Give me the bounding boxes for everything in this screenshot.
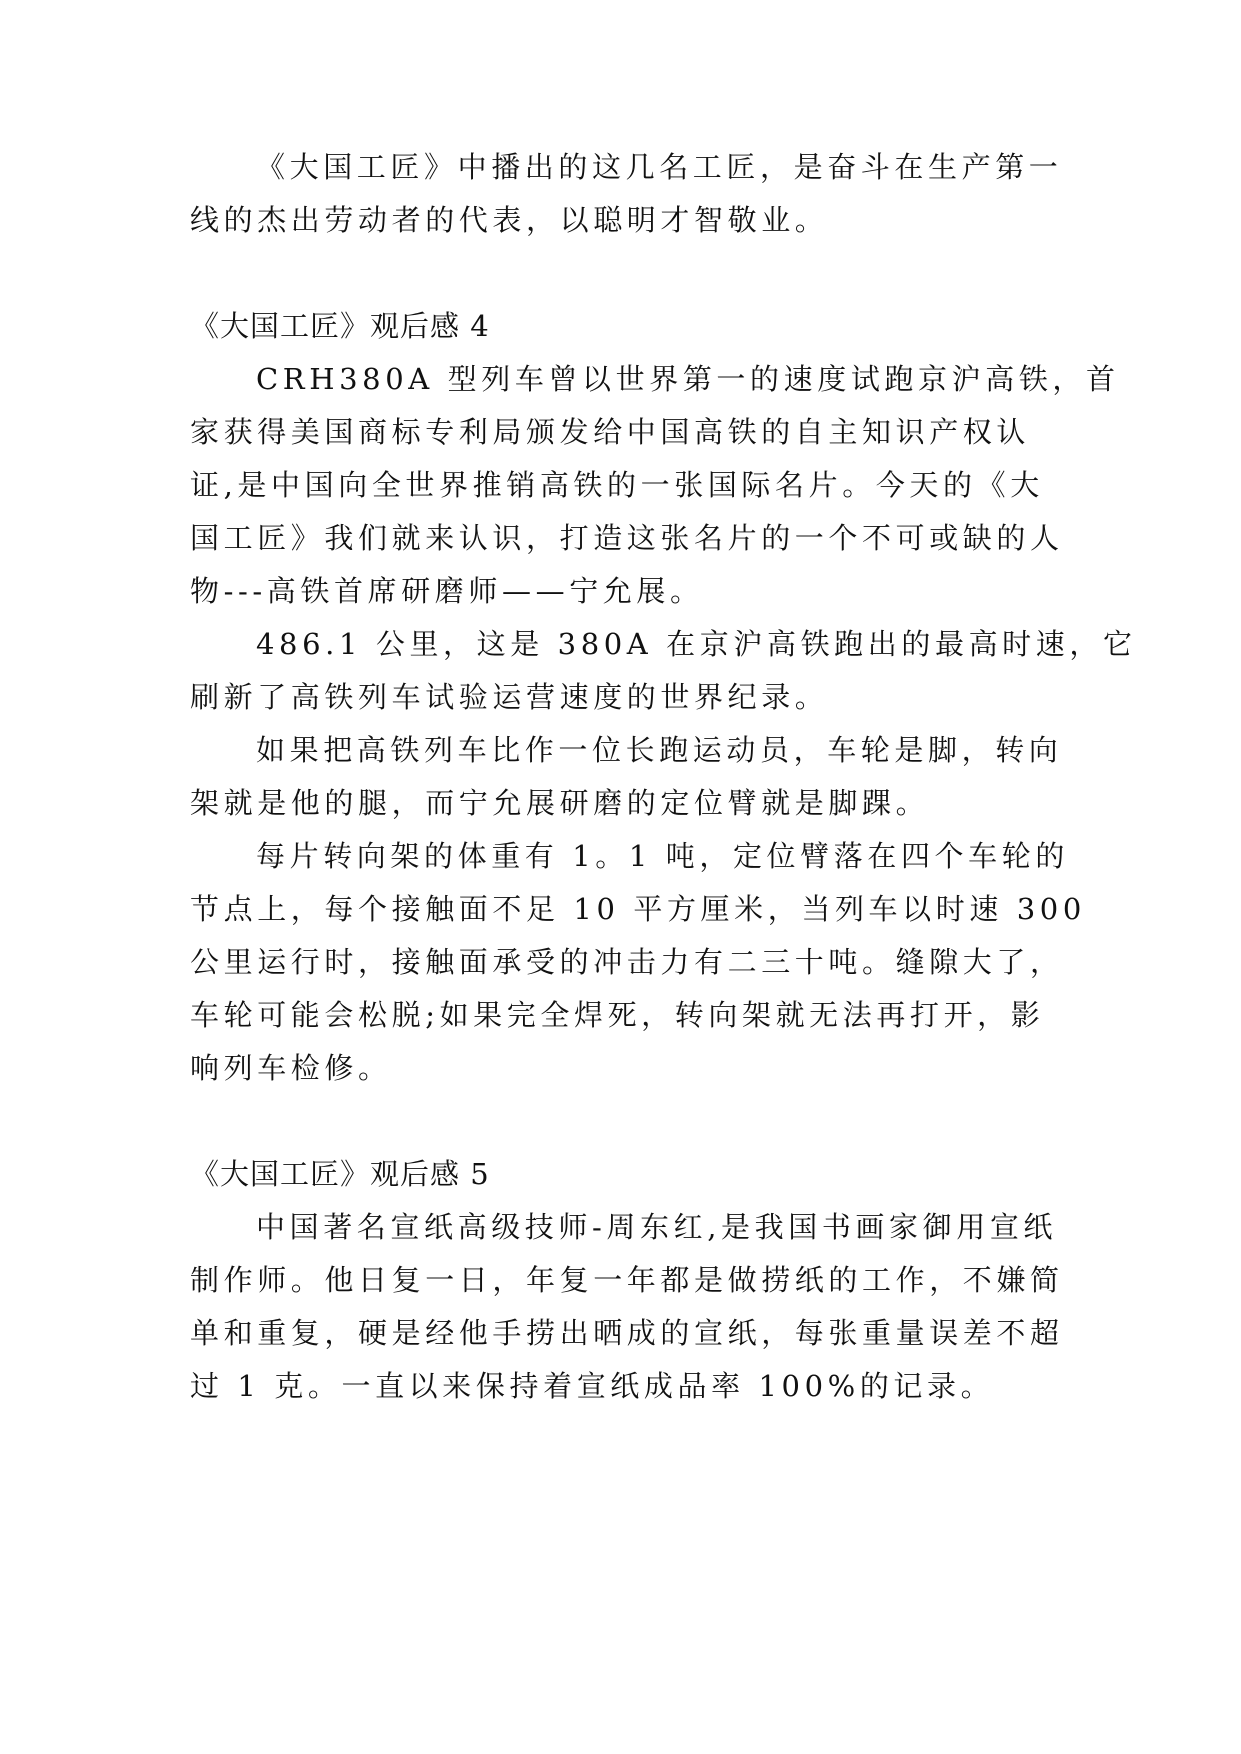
paragraph-line: 线的杰出劳动者的代表，以聪明才智敬业。	[190, 203, 829, 237]
paragraph-line: 公里运行时，接触面承受的冲击力有二三十吨。缝隙大了，	[190, 945, 1064, 979]
section-heading: 《大国工匠》观后感 5	[190, 1157, 490, 1191]
paragraph-line: 节点上，每个接触面不足 10 平方厘米，当列车以时速 300	[190, 892, 1086, 926]
paragraph-line: 国工匠》我们就来认识，打造这张名片的一个不可或缺的人	[190, 521, 1064, 555]
paragraph-line: 过 1 克。一直以来保持着宣纸成品率 100%的记录。	[190, 1369, 995, 1403]
paragraph-line: 物---高铁首席研磨师——宁允展。	[190, 574, 704, 608]
paragraph-line: 每片转向架的体重有 1。1 吨，定位臂落在四个车轮的	[256, 839, 1069, 873]
paragraph-line: 刷新了高铁列车试验运营速度的世界纪录。	[190, 680, 829, 714]
section-heading: 《大国工匠》观后感 4	[190, 309, 490, 343]
paragraph-line: 中国著名宣纸高级技师-周东红,是我国书画家御用宣纸	[256, 1210, 1058, 1244]
paragraph-line: 如果把高铁列车比作一位长跑运动员，车轮是脚，转向	[256, 733, 1063, 767]
paragraph-line: 486.1 公里，这是 380A 在京沪高铁跑出的最高时速，它	[256, 627, 1137, 661]
paragraph-line: CRH380A 型列车曾以世界第一的速度试跑京沪高铁，首	[256, 362, 1120, 396]
paragraph-line: 《大国工匠》中播出的这几名工匠，是奋斗在生产第一	[256, 150, 1063, 184]
paragraph-line: 家获得美国商标专利局颁发给中国高铁的自主知识产权认	[190, 415, 1031, 449]
paragraph-line: 响列车检修。	[190, 1051, 392, 1085]
paragraph-line: 证,是中国向全世界推销高铁的一张国际名片。今天的《大	[190, 468, 1044, 502]
paragraph-line: 车轮可能会松脱;如果完全焊死，转向架就无法再打开，影	[190, 998, 1045, 1032]
paragraph-line: 制作师。他日复一日，年复一年都是做捞纸的工作，不嫌简	[190, 1263, 1064, 1297]
paragraph-line: 单和重复，硬是经他手捞出晒成的宣纸，每张重量误差不超	[190, 1316, 1064, 1350]
paragraph-line: 架就是他的腿，而宁允展研磨的定位臂就是脚踝。	[190, 786, 930, 820]
